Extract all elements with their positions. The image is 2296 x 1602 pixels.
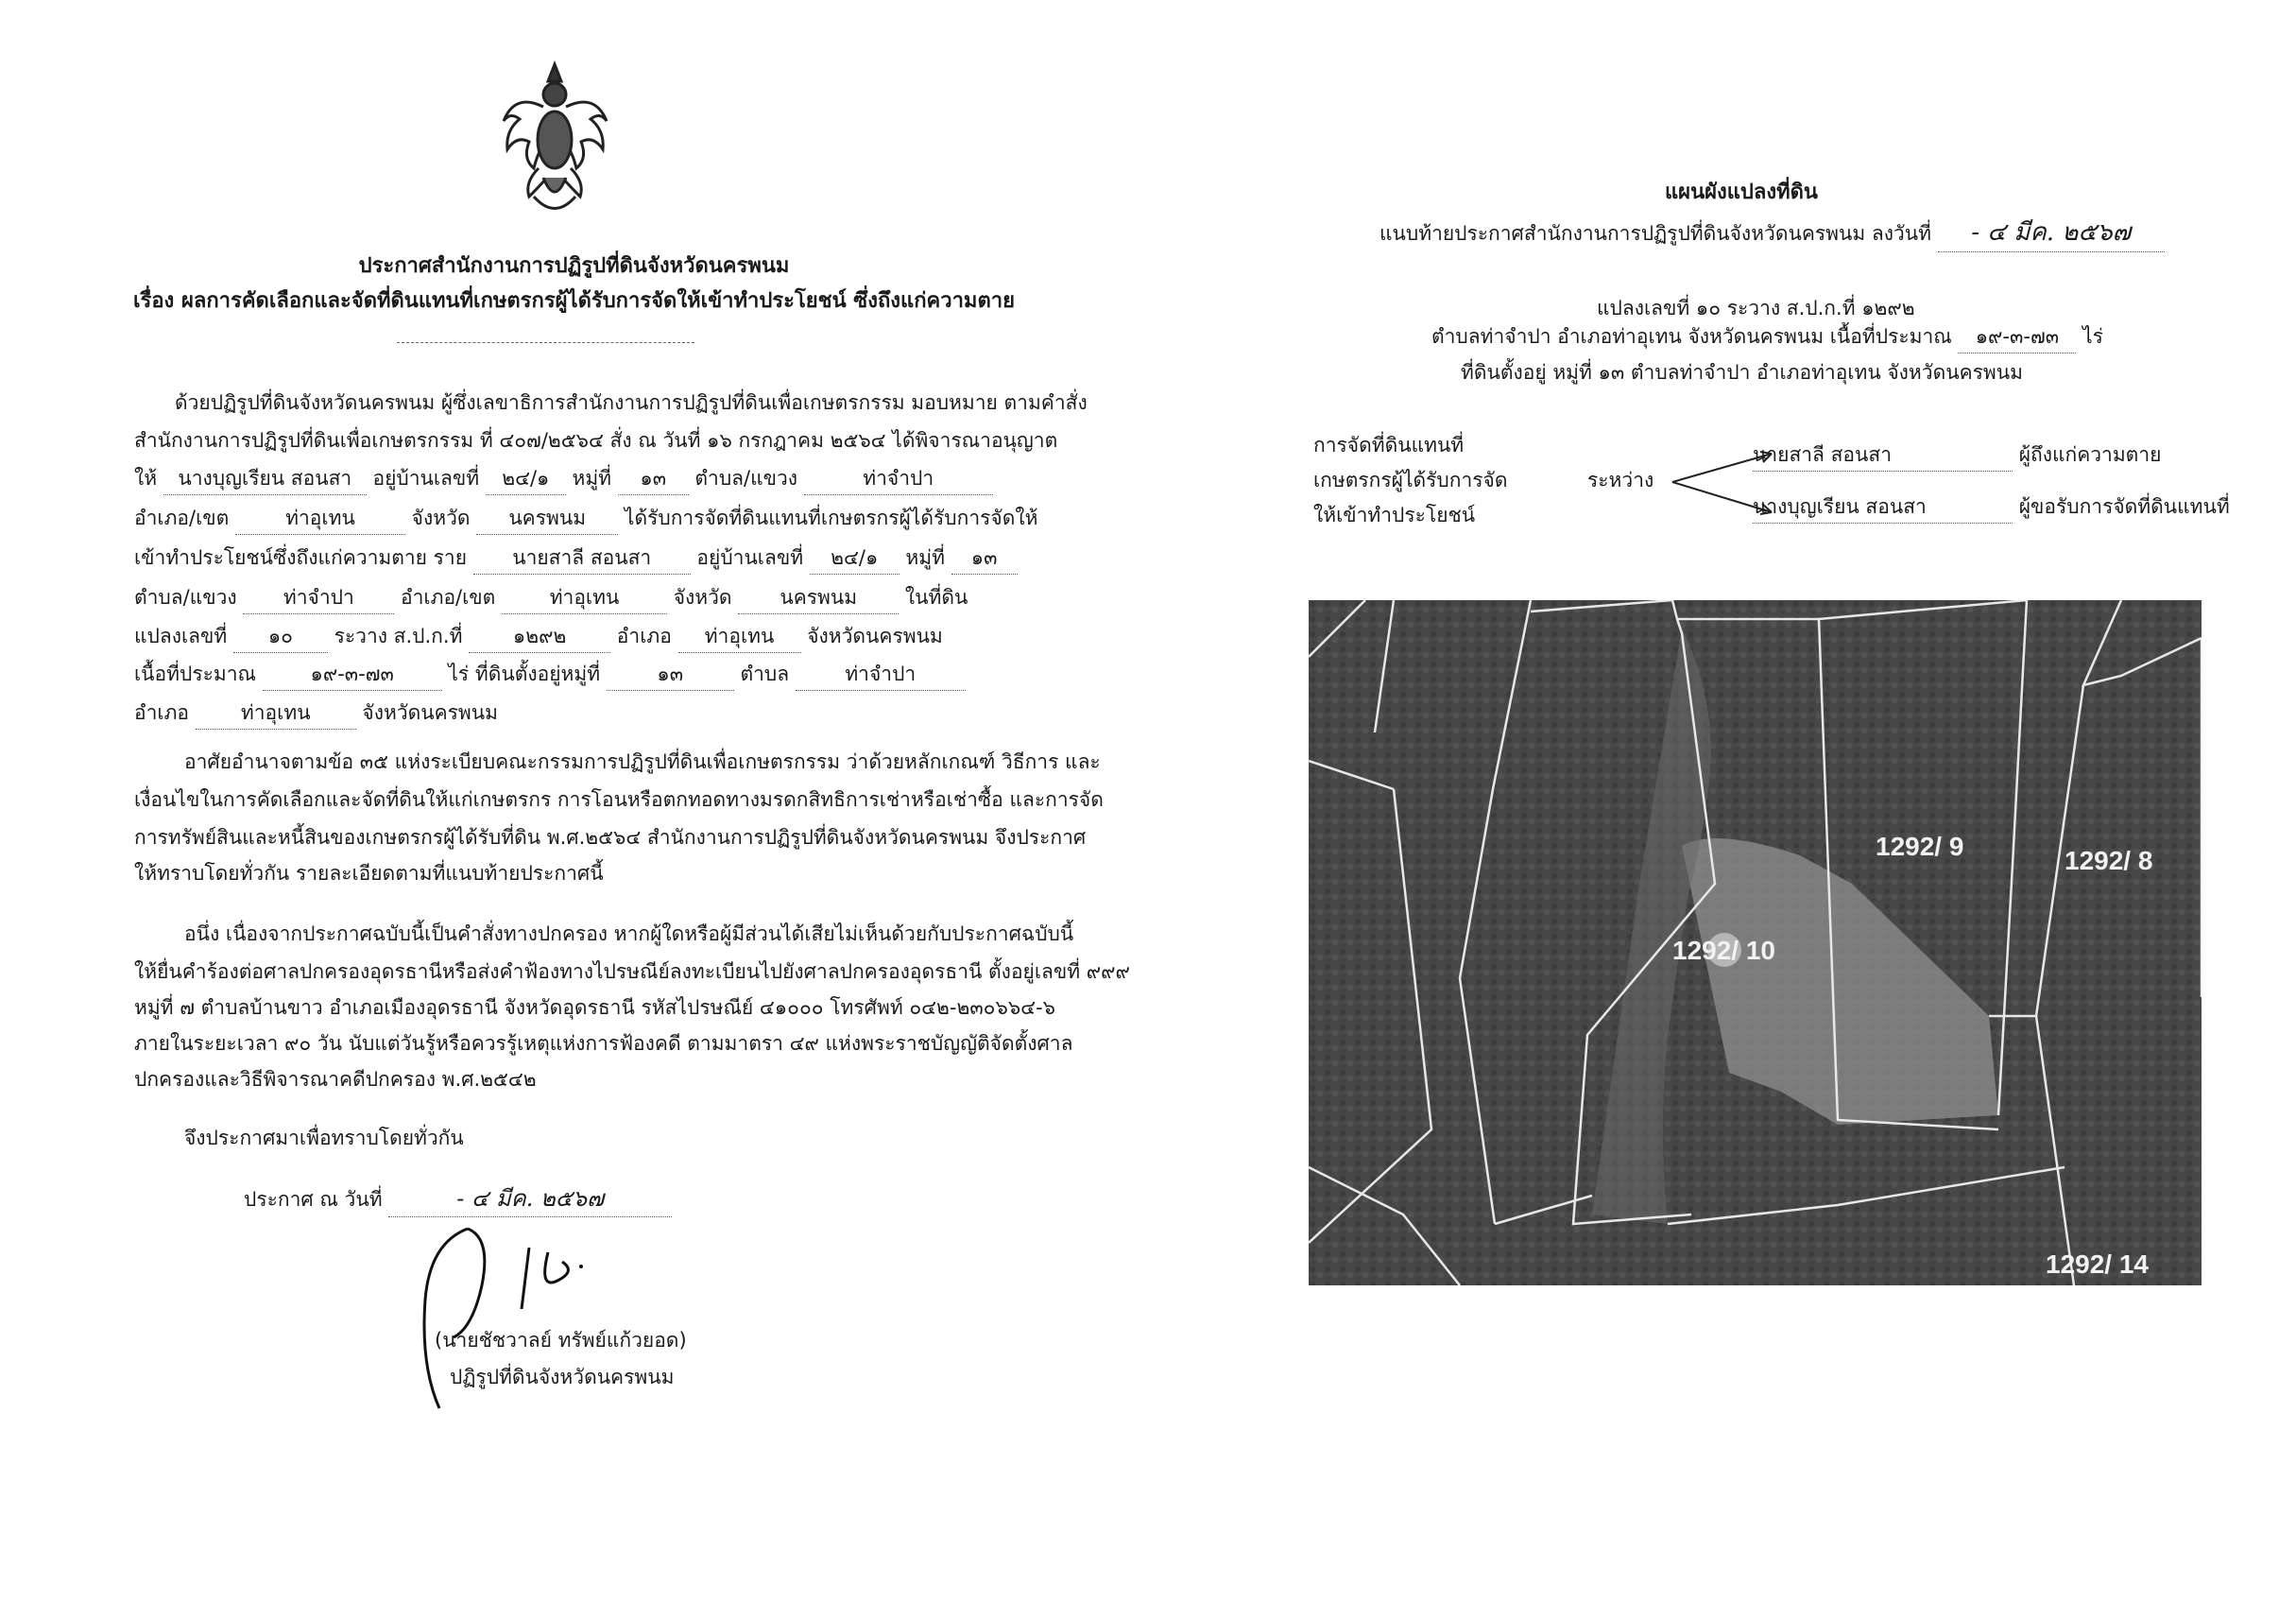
announcement-heading: ประกาศสำนักงานการปฏิรูปที่ดินจังหวัดนครพนม [358,254,790,278]
label-amphoe: อำเภอ/เขต [401,586,496,609]
closing-line: จึงประกาศมาเพื่อทราบโดยทั่วกัน [184,1127,464,1149]
para3-line3: หมู่ที่ ๗ ตำบลบ้านขาว อำเภอเมืองอุดรธานี จังหวัดอุดรธานี รหัสไปรษณีย์ ๔๑๐๐๐ โทรศัพท์ ๐๔๒-๒๓๐๖๖๔-๖ [134,996,1055,1019]
alloc-label-2: เกษตรกรผู้ได้รับการจัด [1313,469,1508,491]
area-unit: ไร่ [2082,325,2103,348]
map-sheet-number: ๑๒๙๒ [469,621,610,653]
label-area: เนื้อที่ประมาณ [134,663,256,685]
para1-line9 [134,698,498,730]
para3-line5: ปกครองและวิธีพิจารณาคดีปกครอง พ.ศ.๒๕๔๒ [134,1068,537,1091]
label-amphoe: อำเภอ/เขต [134,507,230,529]
label-tambon: ตำบล/แขวง [694,467,798,490]
person1-row [1753,439,2161,472]
deceased-tambon: ท่าจำปา [243,582,394,614]
para3-line1: อนึ่ง เนื่องจากประกาศฉบับนี้เป็นคำสั่งทางปกครอง หากผู้ใดหรือผู้มีส่วนได้เสียไม่เห็นด้วยกับประกาศฉบับนี้ [184,922,1074,945]
land-tambon: ท่าจำปา [796,659,966,691]
person2-row [1753,491,2230,524]
attach-label: แนบท้ายประกาศสำนักงานการปฏิรูปที่ดินจังหวัดนครพนม ลงวันที่ [1379,222,1931,245]
para1-line7 [134,621,943,653]
deceased-house-no: ๒๔/๑ [810,543,900,575]
land-moo: ๑๓ [607,659,734,691]
announced-label: ประกาศ ณ วันที่ [244,1188,383,1211]
signer-title: ปฏิรูปที่ดินจังหวัดนครพนม [450,1366,675,1388]
person2-role: ผู้ขอรับการจัดที่ดินแทนที่ [2018,495,2230,518]
deceased-intro: เข้าทำประโยชน์ซึ่งถึงแก่ความตาย ราย [134,546,468,569]
location-line [1431,321,2103,353]
para1-line5 [134,543,1018,575]
deceased-moo: ๑๓ [951,543,1018,575]
label-house-no: อยู่บ้านเลขที่ [372,467,480,490]
para1-line8 [134,659,966,691]
signer-name: (นายชัชวาลย์ ทรัพย์แก้วยอด) [435,1329,687,1352]
plot-area: ๑๙-๓-๗๓ [1958,321,2076,353]
deceased-amphoe: ท่าอุเทน [502,582,667,614]
recipient-tambon: ท่าจำปา [804,463,993,495]
label-tambon: ตำบล/แขวง [134,586,237,609]
heading-divider [397,342,694,343]
para1-line2: สำนักงานการปฏิรูปที่ดินเพื่อเกษตรกรรม ที่ ๔๐๗/๒๕๖๔ สั่ง ณ วันที่ ๑๖ กรกฎาคม ๒๕๖๔ ได้พิจารณาอนุญาต [134,429,1058,452]
garuda-emblem [496,55,614,220]
recipient-amphoe: ท่าอุเทน [235,503,405,535]
plot-label-8: 1292/ 8 [2065,846,2153,875]
label-in-land: ในที่ดิน [904,586,968,609]
recipient-name: นางบุญเรียน สอนสา [163,463,367,495]
label-amphoe: อำเภอ [616,625,672,647]
para2-line4: ให้ทราบโดยทั่วกัน รายละเอียดตามที่แนบท้ายประกาศนี้ [134,862,604,885]
label-located-moo: ไร่ ที่ดินตั้งอยู่หมู่ที่ [448,663,601,685]
recipient-house-no: ๒๔/๑ [486,463,566,495]
alloc-label-1: การจัดที่ดินแทนที่ [1313,434,1465,456]
label-to: ให้ [134,467,158,490]
para1-line3 [134,463,993,495]
attach-row [1379,213,2165,252]
land-area: ๑๙-๓-๗๓ [263,659,442,691]
label-moo: หมู่ที่ [572,467,612,490]
plot-line: แปลงเลขที่ ๑๐ ระวาง ส.ป.ก.ที่ ๑๒๙๒ [1597,297,1915,319]
land-province: จังหวัดนครพนม [807,625,943,647]
map-title: แผนผังแปลงที่ดิน [1665,181,1818,204]
label-house-no: อยู่บ้านเลขที่ [696,546,804,569]
recipient-province: นครพนม [476,503,618,535]
para3-line4: ภายในระยะเวลา ๙๐ วัน นับแต่วันรู้หรือควรรู้เหตุแห่งการฟ้องคดี ตามมาตรา ๔๙ แห่งพระราชบัญญัติจัดตั้งศาล [134,1032,1073,1055]
recipient-moo: ๑๓ [618,463,689,495]
plot-label-10: 1292/ 10 [1672,936,1775,965]
land-province-2: จังหวัดนครพนม [362,701,498,724]
para2-line3: การทรัพย์สินและหนี้สินของเกษตรกรผู้ได้รับที่ดิน พ.ศ.๒๕๖๔ สำนักงานการปฏิรูปที่ดินจังหวัดนครพนม จึงประกาศ [134,826,1087,849]
land-amphoe: ท่าอุเทน [678,621,801,653]
para3-line2: ให้ยื่นคำร้องต่อศาลปกครองอุดรธานีหรือส่งคำฟ้องทางไปรษณีย์ลงทะเบียนไปยังศาลปกครองอุดรธานี ตั้งอยู่เลขที่ ๙๙๙ [134,960,1130,983]
announced-date-row [244,1180,672,1217]
announcement-subject: เรื่อง ผลการคัดเลือกและจัดที่ดินแทนที่เกษตรกรผู้ได้รับการจัดให้เข้าทำประโยชน์ ซึ่งถึงแก่ความตาย [133,289,1015,313]
person1-name: นายสาลี สอนสา [1753,439,2013,472]
label-moo: หมู่ที่ [905,546,945,569]
para1-line1: ด้วยปฏิรูปที่ดินจังหวัดนครพนม ผู้ซึ่งเลขาธิการสำนักงานการปฏิรูปที่ดินเพื่อเกษตรกรรม มอบหมาย ตามคำสั่ง [175,391,1088,414]
deceased-name: นายสาลี สอนสา [473,543,691,575]
label-amphoe: อำเภอ [134,701,190,724]
plot-map-page [1148,0,2296,1602]
label-tambon: ตำบล [740,663,790,685]
attach-date: - ๔ มีค. ๒๕๖๗ [1938,213,2165,252]
plot-label-14: 1292/ 14 [2046,1249,2149,1279]
label-province: จังหวัด [411,507,471,529]
plot-satellite-map [1309,600,2202,1285]
site-line: ที่ดินตั้งอยู่ หมู่ที่ ๑๓ ตำบลท่าจำปา อำเภอท่าอุเทน จังหวัดนครพนม [1461,361,2023,384]
para1-line4 [134,503,1037,535]
person1-role: ผู้ถึงแก่ความตาย [2018,443,2162,466]
label-map-sheet: ระวาง ส.ป.ก.ที่ [334,625,463,647]
between-label: ระหว่าง [1587,469,1654,491]
label-province: จังหวัด [673,586,732,609]
person2-name: นางบุญเรียน สอนสา [1753,491,2013,524]
alloc-label-3: ให้เข้าทำประโยชน์ [1313,504,1476,526]
deceased-province: นครพนม [738,582,899,614]
announced-date: - ๔ มีค. ๒๕๖๗ [388,1180,672,1217]
para2-line1: อาศัยอำนาจตามข้อ ๓๕ แห่งระเบียบคณะกรรมการปฏิรูปที่ดินเพื่อเกษตรกรรม ว่าด้วยหลักเกณฑ์ วิธีการ และ [184,750,1101,773]
para2-line2: เงื่อนไขในการคัดเลือกและจัดที่ดินให้แก่เกษตรกร การโอนหรือตกทอดทางมรดกสิทธิการเช่าหรือเช่าซื้อ และการจัด [134,788,1104,811]
label-plot-no: แปลงเลขที่ [134,625,228,647]
plot-label-9: 1292/ 9 [1876,832,1964,861]
plot-number: ๑๐ [233,621,328,653]
location-text: ตำบลท่าจำปา อำเภอท่าอุเทน จังหวัดนครพนม เนื้อที่ประมาณ [1431,325,1952,348]
land-amphoe-2: ท่าอุเทน [196,698,356,730]
allocation-text: ได้รับการจัดที่ดินแทนที่เกษตรกรผู้ได้รับการจัดให้ [624,507,1038,529]
para1-line6 [134,582,968,614]
